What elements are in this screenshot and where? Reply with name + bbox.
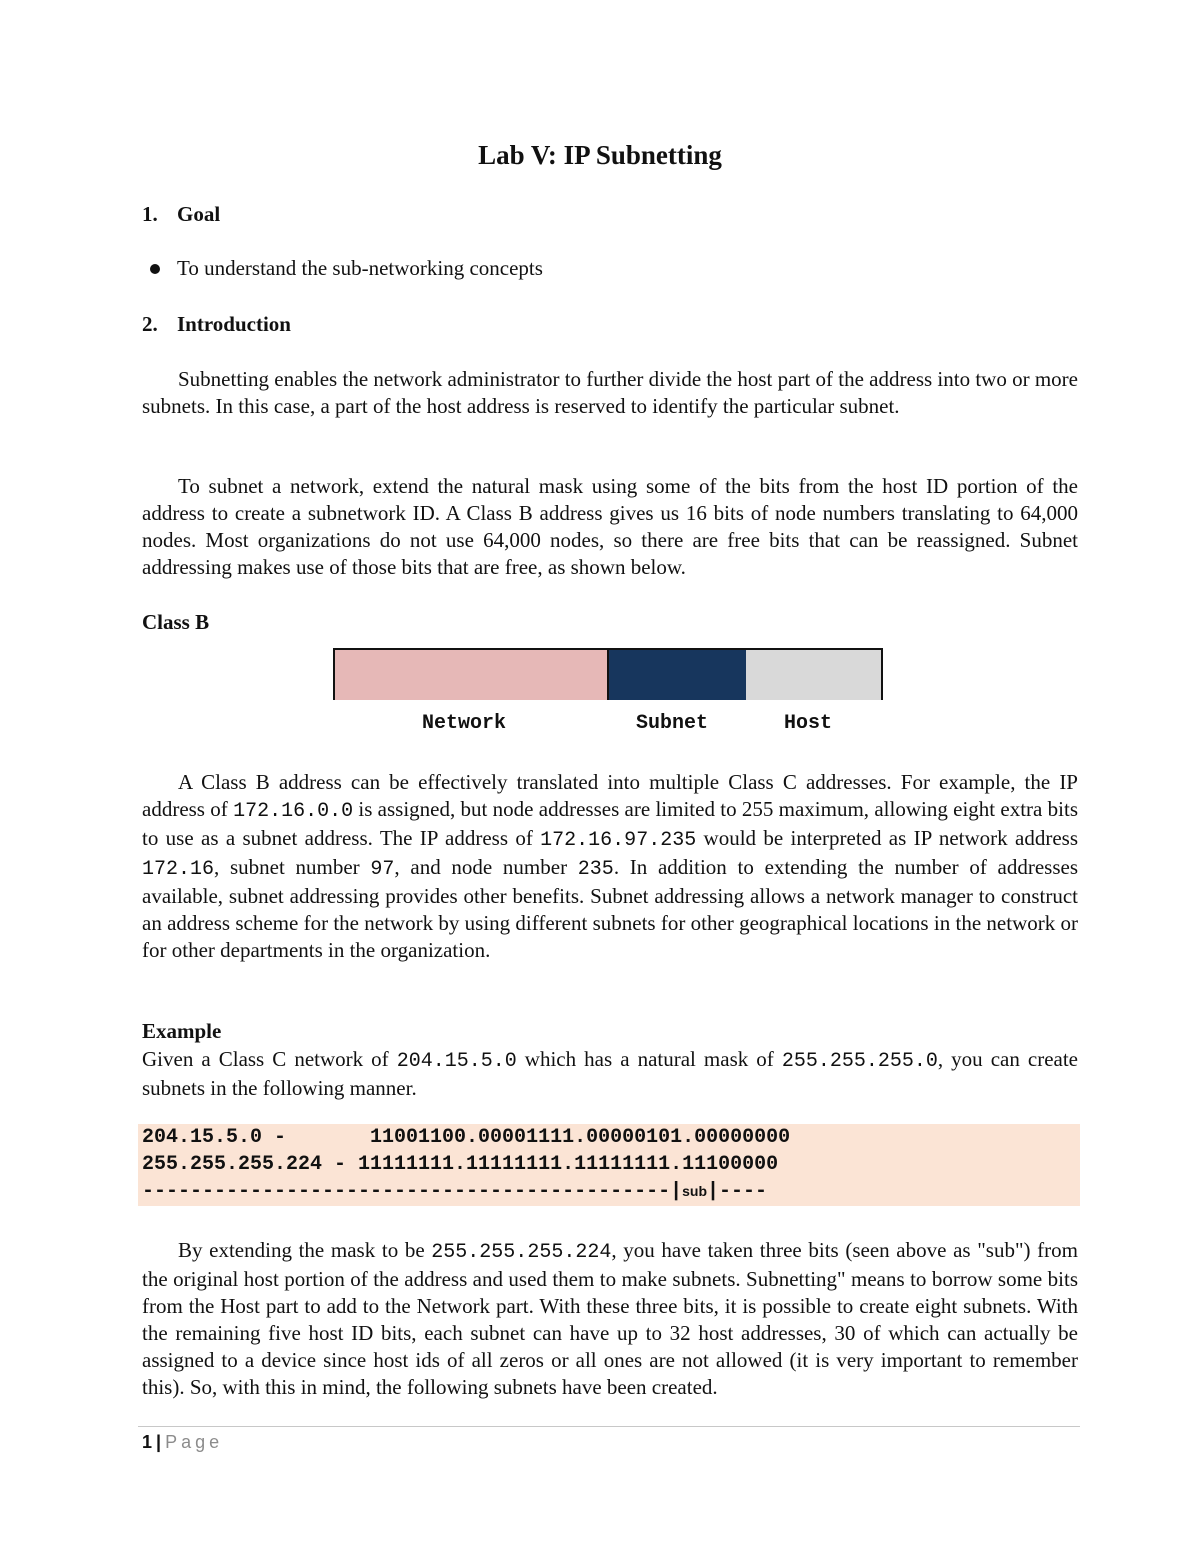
intro-paragraph-1: Subnetting enables the network administrator to further divide the host part of the address into two or more subnets. In this case, a part of the host address is reserved to identify the particular subnet. <box>142 367 1078 418</box>
class-b-heading: Class B <box>142 610 210 634</box>
section-heading-introduction <box>142 312 291 337</box>
network-octet-1-block <box>333 648 474 700</box>
text-run: By extending the mask to be <box>178 1238 432 1262</box>
code-line-sub-marker: --------------------------------------------|sub|---- <box>142 1180 768 1203</box>
text-run: . In addition to extending the number of addresses available, subnet addressing provides other benefits. Subnet addressing allows a network manager to construct an address scheme for the network by using different subnets for other geographical locations in the network or for other departments in the organization. <box>142 855 1078 962</box>
code-line-address: 204.15.5.0 - 11001100.00001111.00000101.00000000 <box>142 1126 791 1149</box>
goal-bullet-text: To understand the sub-networking concepts <box>177 256 543 280</box>
footer-separator: | <box>156 1432 162 1452</box>
ip-address: 97 <box>370 858 395 881</box>
text-run: which has a natural mask of <box>516 1047 782 1071</box>
class-b-paragraph <box>142 769 1078 964</box>
subnet-block <box>607 648 748 700</box>
network-octet-2-block <box>472 648 607 700</box>
section-number: 2. <box>142 312 158 336</box>
bullet-icon <box>150 264 160 274</box>
ip-address: 172.16.0.0 <box>233 800 354 823</box>
page-word: Page <box>165 1432 224 1452</box>
class-b-diagram <box>333 648 881 700</box>
text-run: A Class B address can be effectively translated into multiple Class C addresses. For example, the IP address of <box>142 770 1078 821</box>
text-run: , you have taken three bits (seen above as "sub") from the original host portion of the address and used them to make subnets. Subnetting" means to borrow some bits from the Host part to add to the Network part. With these three bits, it is possible to create eight subnets. With the remaining five host ID bits, each subnet can have up to 32 host addresses, 30 of which can actually be assigned to a device since host ids of all zeros or all ones are not allowed (it is very important to remember this). So, with this in mind, the following subnets have been created. <box>142 1238 1078 1399</box>
host-block <box>746 648 883 700</box>
host-label: Host <box>784 712 833 735</box>
page-number: 1 <box>142 1432 153 1452</box>
example-heading: Example <box>142 1019 222 1043</box>
section-heading-goal <box>142 202 220 227</box>
section-title: Introduction <box>177 312 291 336</box>
ip-address: 235 <box>577 858 614 881</box>
page-title: Lab V: IP Subnetting <box>478 140 722 170</box>
dash-run: ---- <box>719 1180 768 1203</box>
dash-run: -------------------------------------------- <box>142 1180 671 1203</box>
ip-address: 204.15.5.0 <box>396 1050 517 1073</box>
text-run: is assigned, but node addresses are limited to 255 maximum, allowing eight extra bits to use as a subnet address. The IP address of <box>142 797 1078 850</box>
section-title: Goal <box>177 202 221 226</box>
subnet-code-block <box>138 1124 1080 1206</box>
ip-address: 172.16.97.235 <box>540 829 697 852</box>
text-run: would be interpreted as IP network address <box>696 826 1078 850</box>
goal-bullet-item <box>150 256 543 281</box>
ip-address: 255.255.255.0 <box>781 1050 938 1073</box>
footer-divider <box>138 1426 1080 1427</box>
text-run: , and node number <box>394 855 578 879</box>
subnetting-explanation-paragraph <box>142 1237 1078 1401</box>
section-number: 1. <box>142 202 158 226</box>
subnet-label: Subnet <box>636 712 709 735</box>
example-paragraph <box>142 1046 1078 1102</box>
sub-label: sub <box>682 1183 707 1199</box>
text-run: , you can create subnets in the following manner. <box>142 1047 1078 1100</box>
intro-paragraph-2: To subnet a network, extend the natural mask using some of the bits from the host ID portion of the address to create a subnetwork ID. A Class B address gives us 16 bits of node numbers translating to 64,000 nodes. Most organizations do not use 64,000 nodes, so there are free bits that can be reassigned. Subnet addressing makes use of those bits that are free, as shown below. <box>142 474 1078 579</box>
text-run: Given a Class C network of <box>142 1047 397 1071</box>
network-label: Network <box>422 712 507 735</box>
text-run: , subnet number <box>214 855 371 879</box>
ip-address: 255.255.255.224 <box>431 1241 612 1264</box>
page-footer <box>142 1432 223 1453</box>
code-line-mask: 255.255.255.224 - 11111111.11111111.11111111.11100000 <box>142 1153 779 1176</box>
ip-address: 172.16 <box>142 858 215 881</box>
